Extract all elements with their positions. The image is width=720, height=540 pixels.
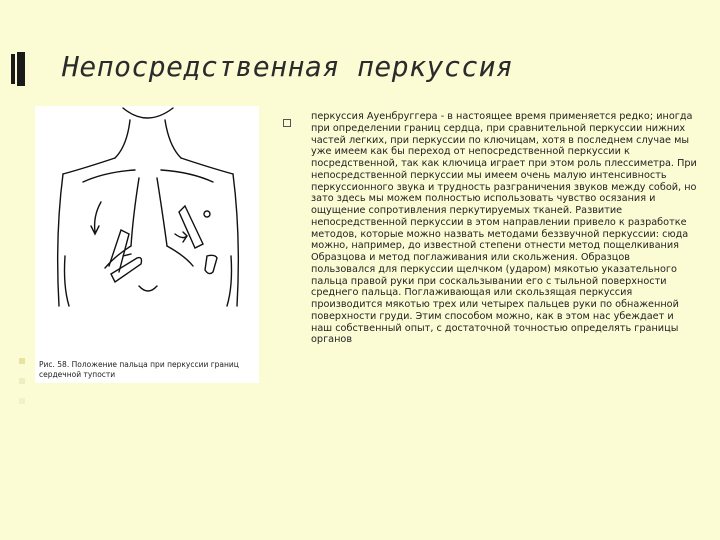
decorative-square [19,358,25,364]
decorative-bar-left [11,54,15,84]
decorative-bar [17,52,25,86]
slide-title: Непосредственная перкуссия [62,50,514,83]
decorative-square [19,398,25,404]
bullet-marker [283,119,291,127]
torso-illustration [35,106,259,383]
decorative-square [19,378,25,384]
bullet-text: перкуссия Ауенбруггера - в настоящее время применяется редко; иногда при определении границ сердца, при сравнительной перкуссии нижних частей легких, при перкуссии по ключицам, хотя в последнем случае мы уже имеем как бы переход от непосредственной перкуссии к посредственной, так как ключица играет при этом роль плессиметра. При непосредственной перкуссии мы имеем очень малую интенсивность перкуссионного звука и трудность разграничения звуков между собой, но зато здесь мы можем полностью использовать чувство осязания и ощущение сопротивления перкутируемых тканей. Развитие непосредственной перкуссии в этом направлении привело к разработке методов, которые можно назвать методами беззвучной перкуссии: сюда можно, например, до известной степени отнести метод пощелкивания Образцова и метод поглаживания или скольжения. Образцов пользовался для перкуссии щелчком (ударом) мякотью указательного пальца правой руки при соскальзывании его с тыльной поверхности среднего пальца. Поглаживающая или скользящая перкуссия производится мякотью трех или четырех пальцев руки по обнаженной поверхности груди. Этим способом можно, как в этом нас убеждает и наш собственный опыт, с достаточной точностью определять границы органов [311,111,697,346]
figure-caption: Рис. 58. Положение пальца при перкуссии границ сердечной тупости [39,360,239,379]
anatomy-figure [35,106,259,383]
